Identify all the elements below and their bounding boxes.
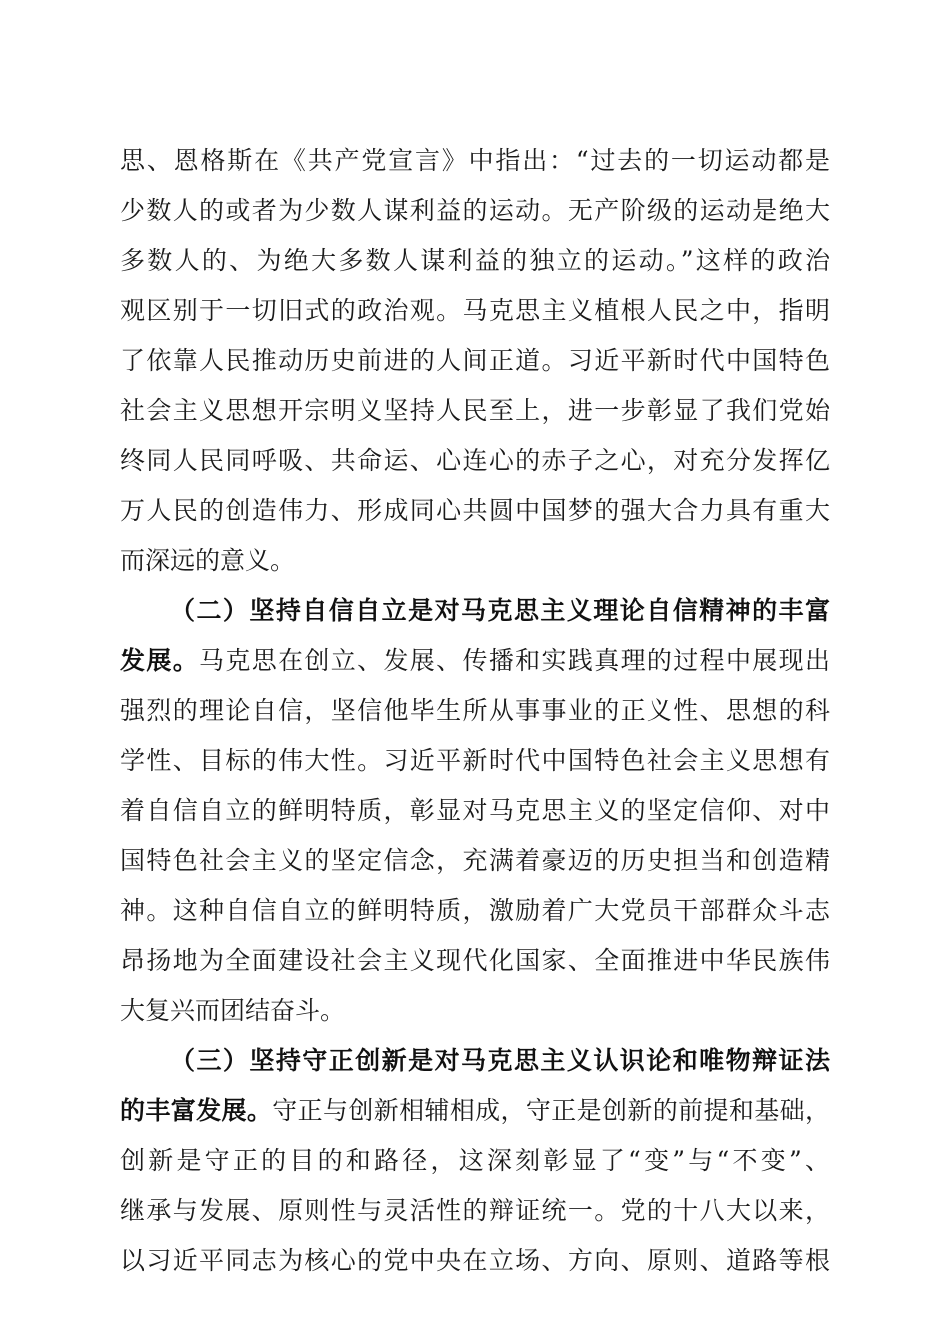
section-heading-tail: 发展。 (120, 646, 200, 675)
text-line: 强烈的理论自信，坚信他毕生所从事事业的正义性、思想的科 (120, 696, 830, 725)
text-line: 少数人的或者为少数人谋利益的运动。无产阶级的运动是绝大 (120, 196, 830, 225)
text-line: 大复兴而团结奋斗。 (120, 996, 346, 1025)
text-line: 观区别于一切旧式的政治观。马克思主义植根人民之中，指明 (120, 296, 830, 325)
text-line: 昂扬地为全面建设社会主义现代化国家、全面推进中华民族伟 (120, 946, 830, 975)
text-line: 以习近平同志为核心的党中央在立场、方向、原则、道路等根 (120, 1246, 830, 1275)
section-heading-tail: 的丰富发展。 (120, 1096, 273, 1125)
text-line: 万人民的创造伟力、形成同心共圆中国梦的强大合力具有重大 (120, 496, 830, 525)
text-line: 多数人的、为绝大多数人谋利益的独立的运动。”这样的政治 (120, 246, 830, 275)
text-span: 守正与创新相辅相成，守正是创新的前提和基础， (272, 1096, 830, 1125)
section-heading: （二）坚持自信自立是对马克思主义理论自信精神的丰富 (170, 596, 830, 625)
text-line: 终同人民同呼吸、共命运、心连心的赤子之心，对充分发挥亿 (120, 446, 830, 475)
text-line (120, 1091, 830, 1131)
text-line: 思、恩格斯在《共产党宣言》中指出：“过去的一切运动都是 (120, 146, 830, 175)
text-line: 继承与发展、原则性与灵活性的辩证统一。党的十八大以来， (120, 1196, 830, 1225)
text-line (120, 641, 830, 681)
text-span: 马克思在创立、发展、传播和实践真理的过程中展现出 (199, 646, 830, 675)
text-line: 着自信自立的鲜明特质，彰显对马克思主义的坚定信仰、对中 (120, 796, 830, 825)
text-line: 了依靠人民推动历史前进的人间正道。习近平新时代中国特色 (120, 346, 830, 375)
text-line: 神。这种自信自立的鲜明特质，激励着广大党员干部群众斗志 (120, 896, 830, 925)
text-line: 学性、目标的伟大性。习近平新时代中国特色社会主义思想有 (120, 746, 830, 775)
section-heading: （三）坚持守正创新是对马克思主义认识论和唯物辩证法 (170, 1046, 830, 1075)
text-line: 社会主义思想开宗明义坚持人民至上，进一步彰显了我们党始 (120, 396, 830, 425)
text-line: 国特色社会主义的坚定信念，充满着豪迈的历史担当和创造精 (120, 846, 830, 875)
text-line: 而深远的意义。 (120, 546, 296, 575)
text-line: 创新是守正的目的和路径，这深刻彰显了“变”与“不变”、 (120, 1146, 830, 1175)
